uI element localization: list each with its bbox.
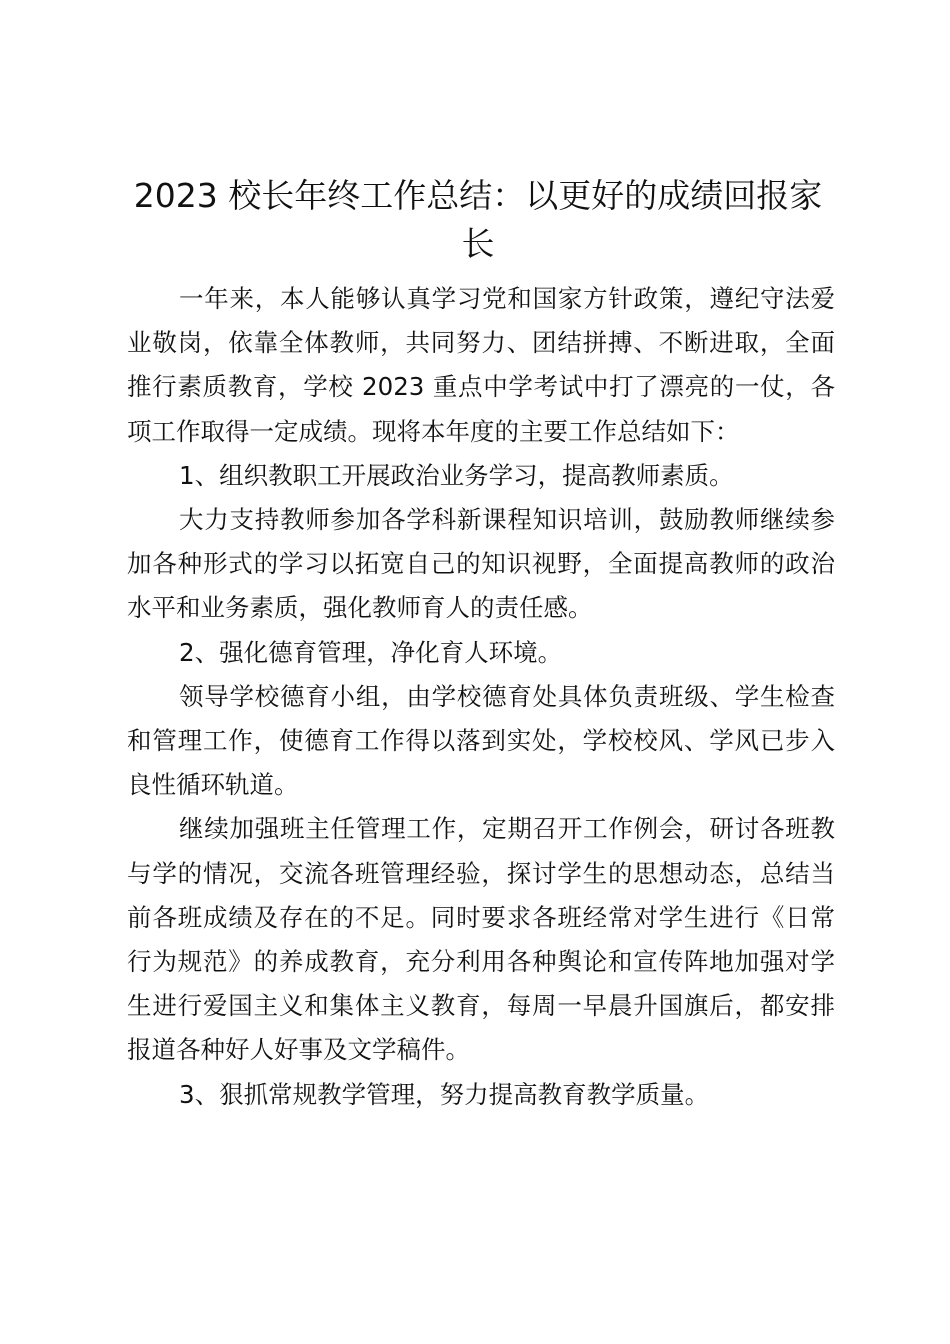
section-heading-3: 3、狠抓常规教学管理，努力提高教育教学质量。 (179, 1079, 710, 1109)
paragraph-intro: 一年来，本人能够认真学习党和国家方针政策，遵纪守法爱业敬岗，依靠全体教师，共同努力、团结拼搏、不断进取，全面推行素质教育，学校 2023 重点中学考试中打了漂亮的一仗，各项工作取得一定成绩。现将本年度的主要工作总结如下： (127, 284, 835, 446)
paragraph-teacher-training: 大力支持教师参加各学科新课程知识培训，鼓励教师继续参加各种形式的学习以拓宽自己的知识视野，全面提高教师的政治水平和业务素质，强化教师育人的责任感。 (127, 505, 835, 623)
document-title: 2023 校长年终工作总结：以更好的成绩回报家长 (133, 176, 823, 263)
paragraph-class-management: 继续加强班主任管理工作，定期召开工作例会，研讨各班教与学的情况，交流各班管理经验，探讨学生的思想动态，总结当前各班成绩及存在的不足。同时要求各班经常对学生进行《日常行为规范》的养成教育，充分利用各种舆论和宣传阵地加强对学生进行爱国主义和集体主义教育，每周一早晨升国旗后，都安排报道各种好人好事及文学稿件。 (127, 814, 835, 1065)
paragraph-moral-education: 领导学校德育小组，由学校德育处具体负责班级、学生检查和管理工作，使德育工作得以落到实处，学校校风、学风已步入良性循环轨道。 (127, 681, 835, 800)
section-heading-2: 2、强化德育管理，净化育人环境。 (179, 637, 563, 667)
document-body (127, 277, 835, 1117)
section-heading-1: 1、组织教职工开展政治业务学习，提高教师素质。 (179, 460, 734, 490)
